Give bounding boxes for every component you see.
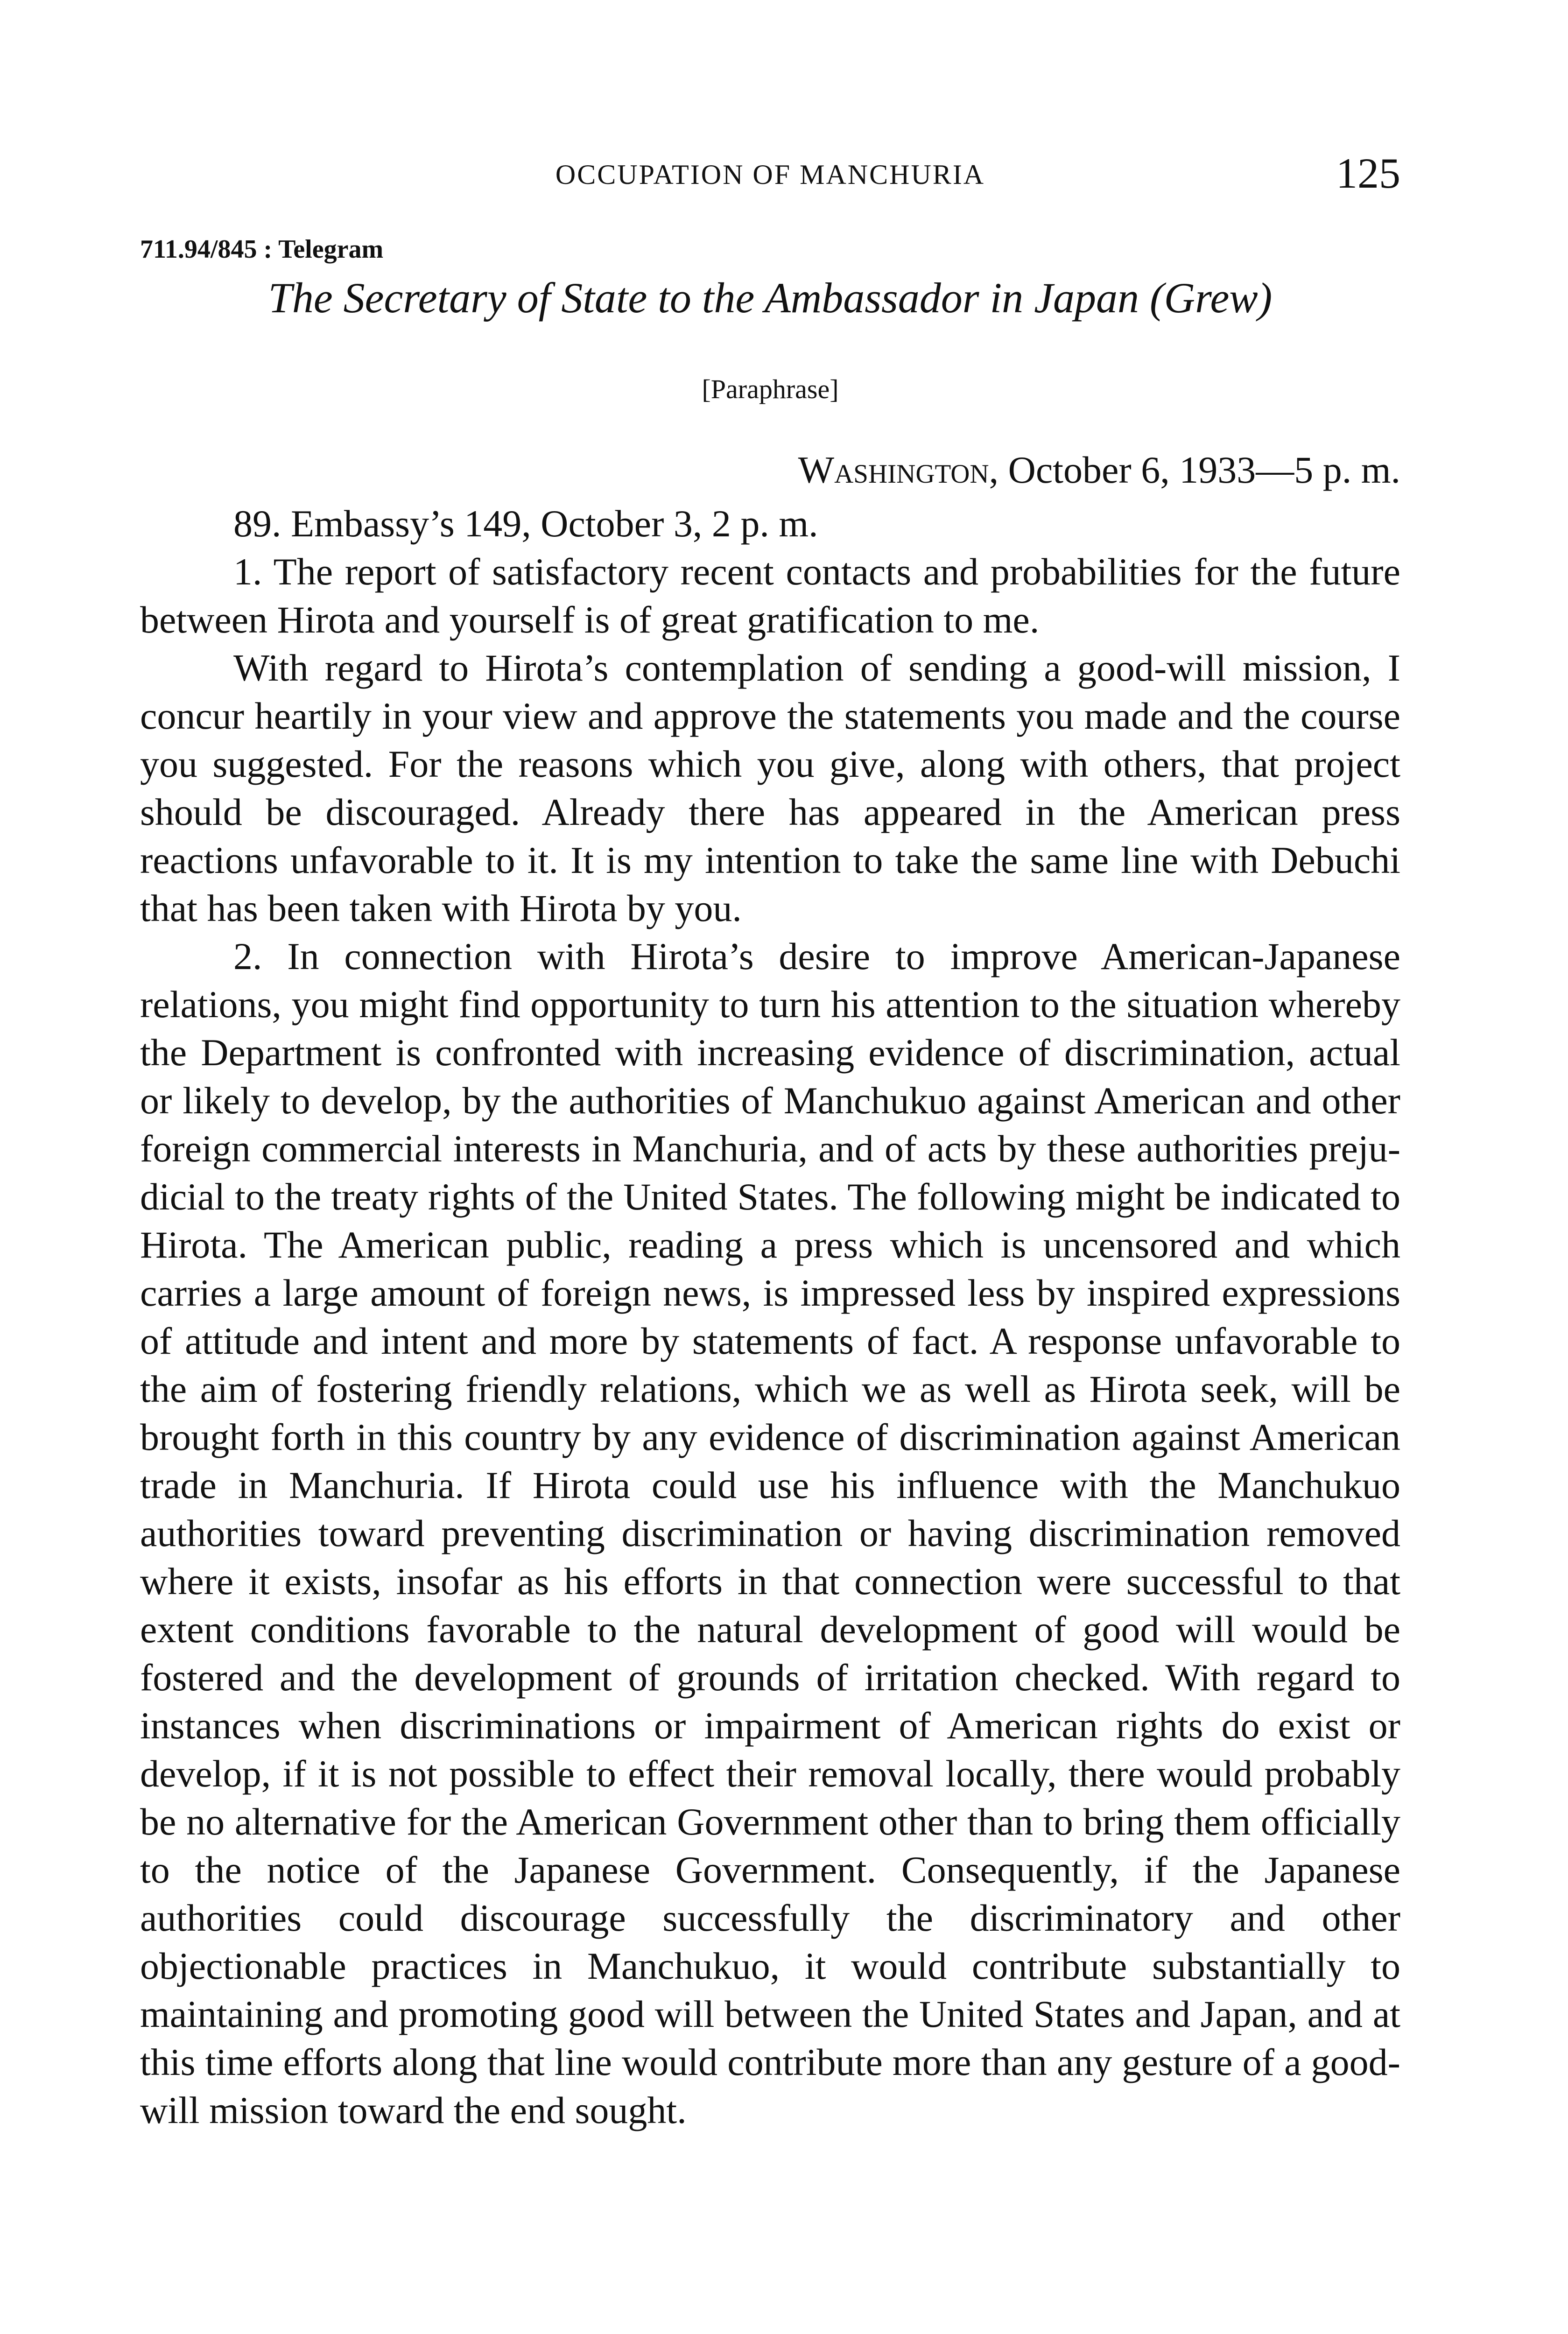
page-number: 125	[1336, 149, 1400, 197]
dateline-place: Washington	[798, 449, 989, 491]
body-paragraph: 2. In connection with Hirota’s desire to improve American-Japanese relations, you might find opportunity to turn his attention to the situation whereby the Department is confronted with increasing evidence of discrimination, actual or likely to develop, by the authorities of Manchukuo against American and other foreign commercial interests in Manchuria, and of acts by these authorities prejudicial to the treaty rights of the United States. The following might be indicated to Hirota. The American public, reading a press which is uncensored and which carries a large amount of foreign news, is impressed less by inspired expressions of attitude and intent and more by statements of fact. A response unfavorable to the aim of fostering friendly relations, which we as well as Hirota seek, will be brought forth in this country by any evidence of discrimination against American trade in Manchuria. If Hirota could use his influence with the Manchukuo authorities toward preventing discrimination or having discrimination removed where it exists, insofar as his efforts in that connection were successful to that extent conditions favorable to the natural development of good will would be fostered and the development of grounds of irritation checked. With regard to instances when discriminations or impairment of American rights do exist or develop, if it is not possible to effect their removal locally, there would probably be no alternative for the American Government other than to bring them officially to the notice of the Japanese Government. Consequently, if the Japanese authorities could discourage successfully the discriminatory and other objectionable practices in Manchukuo, it would contribute substantially to maintaining and promoting good will between the United States and Japan, and at this time efforts along that line would contribute more than any gesture of a good-will mission toward the end sought.	[140, 935, 1400, 2131]
telegram-body	[140, 499, 1400, 2134]
running-head	[140, 148, 1400, 204]
dateline-date: , October 6, 1933—5 p. m.	[989, 449, 1400, 491]
paraphrase-note: [Paraphrase]	[702, 374, 839, 404]
reference-paragraph: 89. Embassy’s 149, October 3, 2 p. m.	[233, 502, 818, 545]
dateline	[798, 448, 1400, 492]
document-title: The Secretary of State to the Ambassador in Japan (Grew)	[268, 274, 1273, 322]
document-page	[140, 0, 1400, 2334]
body-paragraph: 1. The report of satisfactory recent contacts and probabilities for the future between Hirota and yourself is of great gratification to me.	[140, 550, 1400, 641]
body-paragraph: With regard to Hirota’s contemplation of sending a good-will mission, I concur heartily in your view and approve the statements you made and the course you suggested. For the reasons which you give, along with others, that project should be discouraged. Already there has appeared in the American press reactions unfavorable to it. It is my intention to take the same line with Debuchi that has been taken with Hirota by you.	[140, 647, 1400, 929]
running-title: OCCUPATION OF MANCHURIA	[555, 159, 985, 190]
file-reference: 711.94/845 : Telegram	[140, 235, 384, 264]
